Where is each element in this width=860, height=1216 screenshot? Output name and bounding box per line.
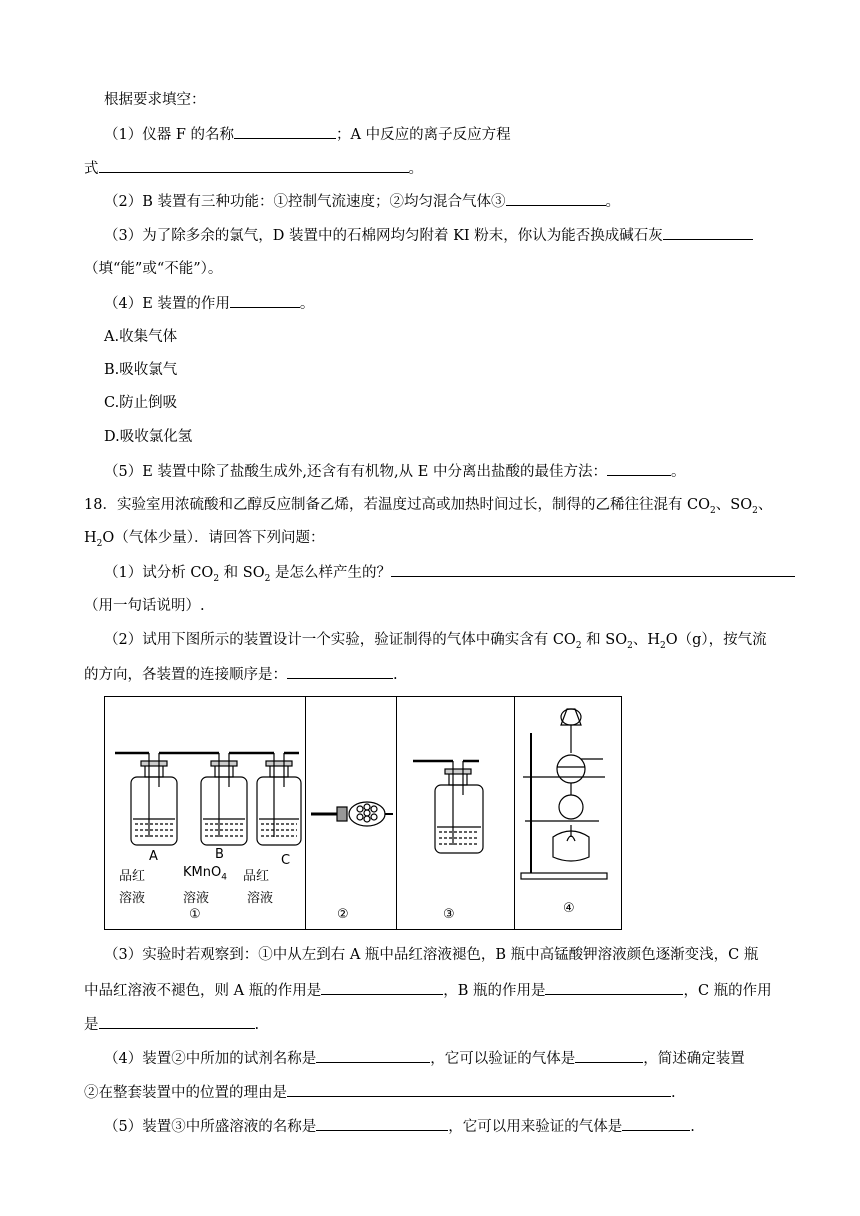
q18-p5-c: . xyxy=(690,1119,695,1135)
panel-2-label: ② xyxy=(337,907,349,922)
q18-p1-b: 和 SO xyxy=(219,565,265,581)
q18-p2-c: 、H xyxy=(632,632,660,648)
bottle-b-drawing xyxy=(175,753,247,845)
bottle-c-drawing xyxy=(245,753,301,845)
q17-p4-text-b: 。 xyxy=(299,296,315,312)
sub-2: 2 xyxy=(660,640,666,651)
intro-line: 根据要求填空： xyxy=(104,92,206,108)
bottle-a-label: A xyxy=(149,849,158,864)
q18-p3-f: . xyxy=(254,1017,260,1033)
q17-p5-text-b: 。 xyxy=(670,464,686,480)
q17-p2-text-b: 。 xyxy=(605,194,620,210)
drying-tube-drawing xyxy=(311,802,393,826)
q17-part4 xyxy=(104,293,314,314)
q18-p5-a: （5）装置③中所盛溶液的名称是 xyxy=(104,1119,317,1135)
q17-p3-text-a: （3）为了除多余的氯气，D 装置中的石棉网均匀附着 KI 粉末，你认为能否换成碱石灰 xyxy=(104,228,663,244)
answer-blank-co2-so2-origin[interactable] xyxy=(391,562,795,577)
reagent-a-line2: 溶液 xyxy=(119,891,146,906)
sub-2: 2 xyxy=(213,573,220,584)
q18-part4-line2 xyxy=(84,1082,676,1103)
q18-part3-line1: （3）实验时若观察到：①中从左到右 A 瓶中品红溶液褪色，B 瓶中高锰酸钾溶液颜色逐渐变浅，C 瓶 xyxy=(104,947,759,963)
q18-p4-d: ②在整套装置中的位置的理由是 xyxy=(84,1085,287,1101)
q17-part1-line1 xyxy=(104,124,511,145)
q18-p3-b: 中品红溶液不褪色，则 A 瓶的作用是 xyxy=(84,983,322,999)
answer-blank-b-function[interactable] xyxy=(506,191,606,206)
q18-p1-a: （1）试分析 CO xyxy=(104,565,214,581)
q18-p2-e: 的方向，各装置的连接顺序是： xyxy=(84,667,287,683)
q18-head2-b: O（气体少量）．请回答下列问题： xyxy=(102,530,325,546)
q17-p1-text-a: （1）仪器 F 的名称 xyxy=(104,127,235,143)
reagent-a-line1: 品红 xyxy=(119,869,146,884)
q18-p1-c: 是怎么样产生的？ xyxy=(270,565,391,581)
answer-blank-bottle-a-role[interactable] xyxy=(321,980,443,995)
answer-blank-bottle-b-role[interactable] xyxy=(545,980,683,995)
reagent-c-line2: 溶液 xyxy=(247,891,274,906)
answer-blank-reagent-2[interactable] xyxy=(316,1048,430,1063)
q18-part3-line2 xyxy=(84,980,772,1001)
q17-part5 xyxy=(104,461,685,482)
bottle-a-drawing xyxy=(115,753,177,845)
q18-p3-c: ，B 瓶的作用是 xyxy=(443,983,546,999)
reagent-c-line1: 品红 xyxy=(243,869,270,884)
q18-p2-a: （2）试用下图所示的装置设计一个实验，验证制得的气体中确实含有 CO xyxy=(104,632,576,648)
q18-p4-e: . xyxy=(671,1085,676,1101)
q17-part2 xyxy=(104,191,620,212)
q18-part3-line3 xyxy=(84,1014,259,1035)
sub-2: 2 xyxy=(627,640,633,651)
answer-blank-connection-order[interactable] xyxy=(287,664,393,679)
q18-p4-b: ，它可以验证的气体是 xyxy=(430,1051,576,1067)
q17-p4-text-a: （4）E 装置的作用 xyxy=(104,296,230,312)
q18-p3-d: ，C 瓶的作用 xyxy=(683,983,772,999)
q18-part5 xyxy=(104,1116,695,1137)
q18-head-b: 、SO xyxy=(715,497,753,513)
q18-p2-d: O（g），按气流 xyxy=(665,632,767,648)
answer-blank-solution-3[interactable] xyxy=(316,1116,448,1131)
answer-blank-bottle-c-role[interactable] xyxy=(99,1014,255,1029)
q18-head2-a: H xyxy=(84,530,97,546)
q17-p1-text-d: 。 xyxy=(408,161,423,177)
apparatus-figure xyxy=(104,696,622,930)
q18-p3-e: 是 xyxy=(84,1017,99,1033)
q18-p4-c: ，简述确定装置 xyxy=(643,1051,745,1067)
option-a: A.收集气体 xyxy=(104,329,178,345)
q18-p5-b: ，它可以用来验证的气体是 xyxy=(448,1119,623,1135)
q18-head-c: 、 xyxy=(757,497,773,513)
option-d: D.吸收氯化氢 xyxy=(104,429,193,445)
q18-header-line2 xyxy=(84,528,325,548)
q17-part3-line1 xyxy=(104,225,753,246)
q18-head-a: 18．实验室用浓硫酸和乙醇反应制备乙烯，若温度过高或加热时间过长，制得的乙稀往往混有 CO xyxy=(84,497,711,513)
q18-p1-d: （用一句话说明）. xyxy=(84,598,205,614)
sub-2: 2 xyxy=(710,505,716,516)
q18-part2-line1 xyxy=(104,630,767,650)
sub-2: 2 xyxy=(575,640,582,651)
sub-2: 2 xyxy=(752,505,758,516)
q17-p1-text-b: ；A 中反应的离子反应方程 xyxy=(336,127,511,143)
bottle-3-drawing xyxy=(413,761,483,853)
q17-p2-text-a: （2）B 装置有三种功能：①控制气流速度；②均匀混合气体③ xyxy=(104,194,506,210)
reagent-b-line1 xyxy=(183,865,227,883)
q18-part1-line1 xyxy=(104,562,795,583)
q18-p4-a: （4）装置②中所加的试剂名称是 xyxy=(104,1051,317,1067)
answer-blank-separation-method[interactable] xyxy=(607,461,671,476)
q17-p5-text-a: （5）E 装置中除了盐酸生成外,还含有有机物,从 E 中分离出盐酸的最佳方法： xyxy=(104,464,607,480)
answer-blank-position-reason[interactable] xyxy=(287,1082,671,1097)
option-b: B.吸收氯气 xyxy=(104,362,178,378)
bottle-b-label: B xyxy=(215,847,224,862)
panel-1-label: ① xyxy=(189,907,201,922)
q18-part2-line2 xyxy=(84,664,398,685)
answer-blank-soda-lime[interactable] xyxy=(663,225,753,240)
panel-3-label: ③ xyxy=(443,907,455,922)
answer-blank-e-function[interactable] xyxy=(230,293,300,308)
q17-part1-line2 xyxy=(84,158,423,179)
q18-p2-b: 和 SO xyxy=(581,632,628,648)
answer-blank-gas-3[interactable] xyxy=(622,1116,690,1131)
q18-part4-line1 xyxy=(104,1048,745,1069)
answer-blank-instrument-f[interactable] xyxy=(234,124,336,139)
q17-p3-text-b: （填“能”或“不能”）。 xyxy=(84,261,223,277)
q18-header-line1 xyxy=(84,495,772,515)
answer-blank-gas-2[interactable] xyxy=(575,1048,643,1063)
answer-blank-ion-equation[interactable] xyxy=(99,158,409,173)
reagent-b-subscript: 4 xyxy=(221,872,227,883)
reagent-b-line2: 溶液 xyxy=(183,891,210,906)
option-c: C.防止倒吸 xyxy=(104,395,178,411)
bottle-c-label: C xyxy=(281,853,291,868)
sub-2: 2 xyxy=(264,573,271,584)
q18-p2-f: . xyxy=(393,667,398,683)
reaction-apparatus-drawing xyxy=(521,709,607,879)
q17-p1-text-c: 式 xyxy=(84,161,99,177)
panel-4-label: ④ xyxy=(563,901,575,916)
reagent-b-formula: KMnO xyxy=(183,865,222,880)
sub-2: 2 xyxy=(96,538,103,549)
